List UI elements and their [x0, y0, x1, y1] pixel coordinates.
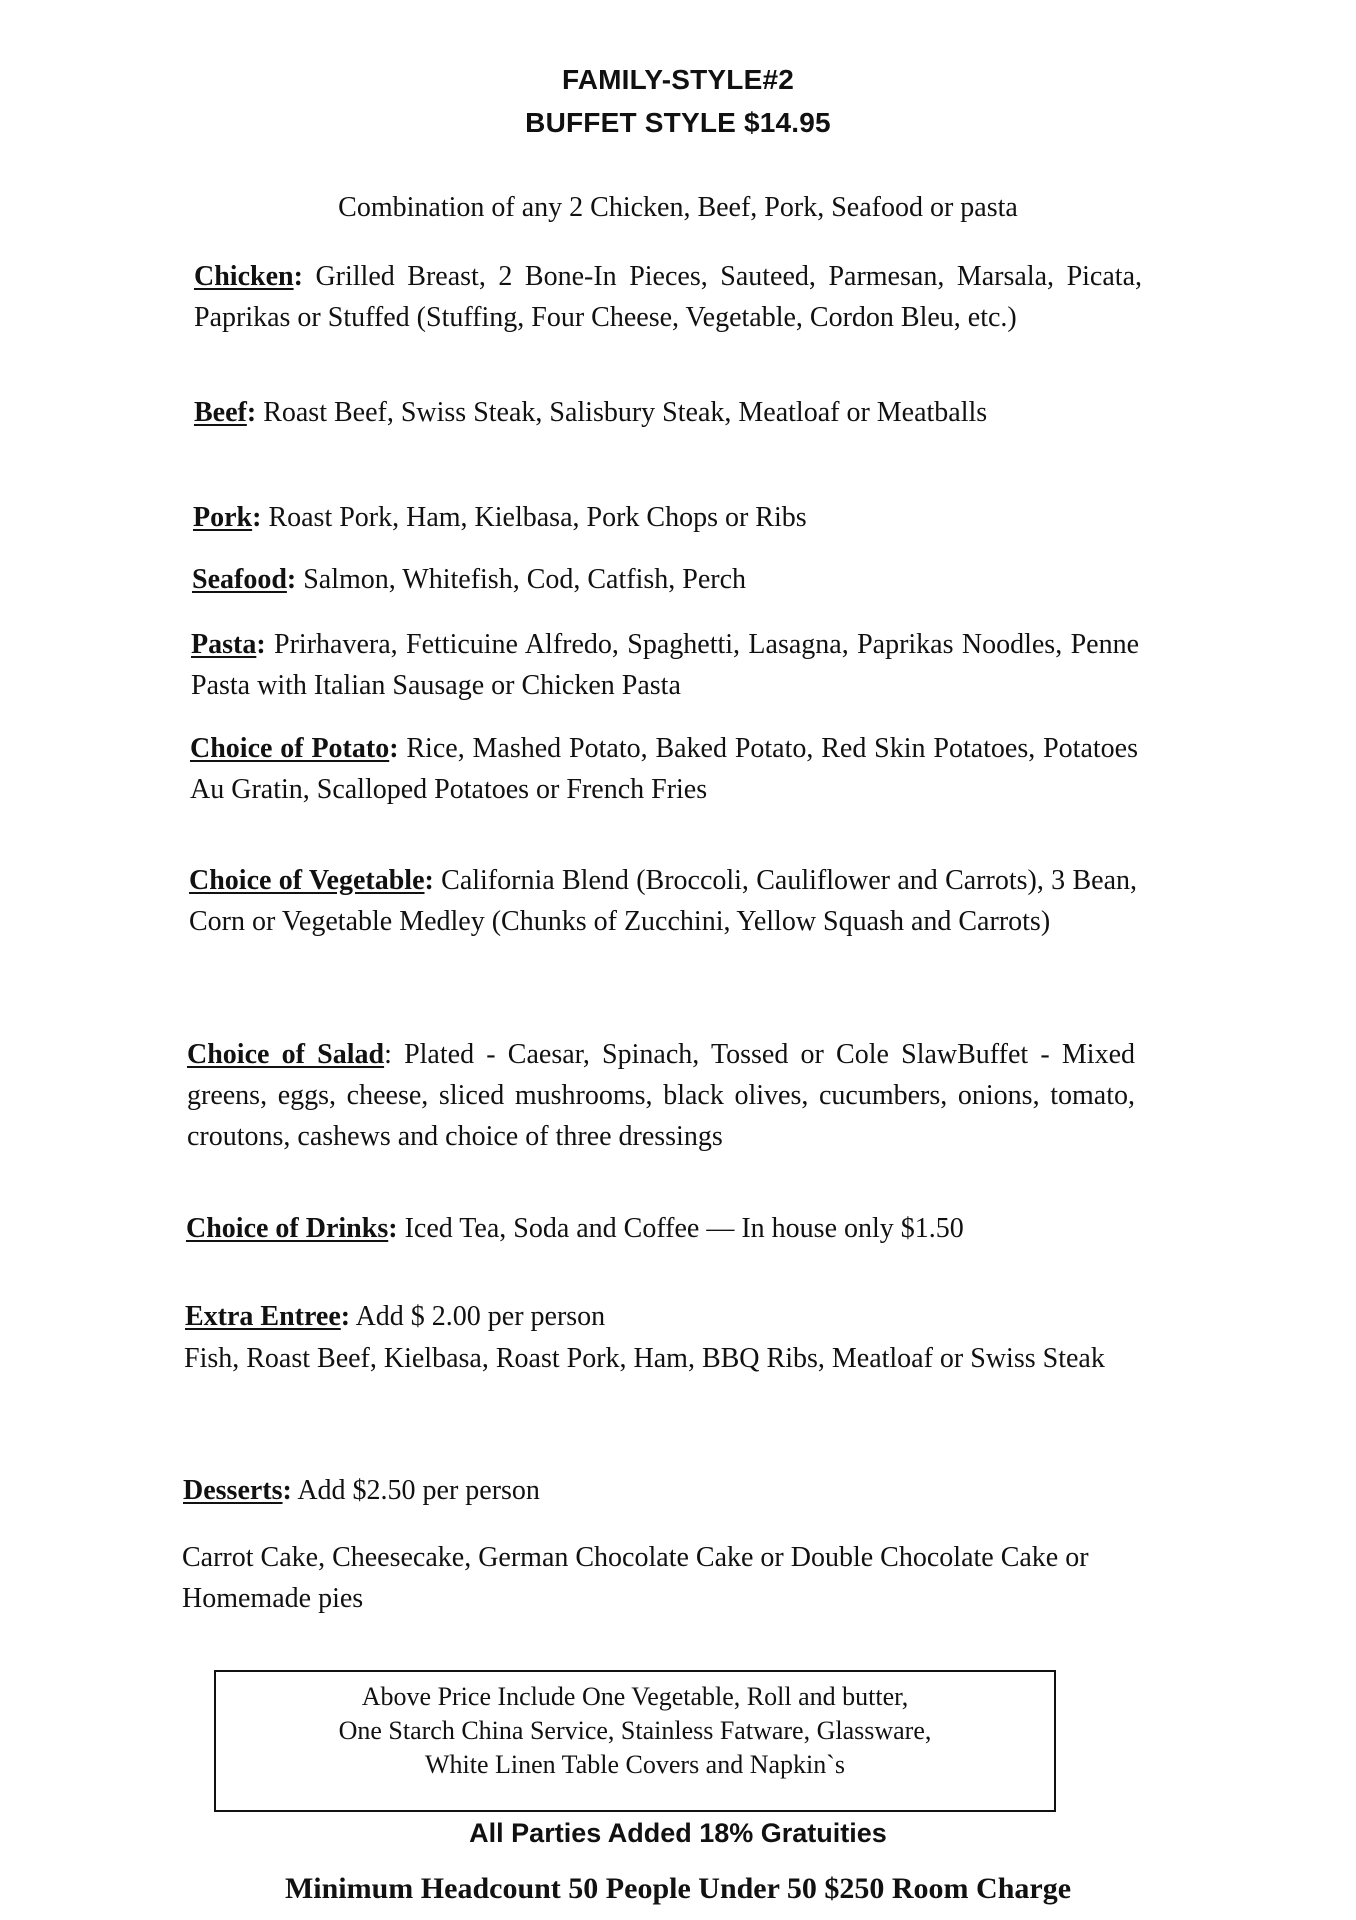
minimum-headcount-note: Minimum Headcount 50 People Under 50 $250 Room Charge — [284, 1872, 1072, 1905]
section-label: Choice of Salad — [187, 1039, 385, 1070]
section-label: Seafood — [192, 564, 287, 595]
section-label: Choice of Drinks — [186, 1213, 389, 1244]
section-potato: Choice of Potato: Rice, Mashed Potato, Baked Potato, Red Skin Potatoes, Potatoes Au Gratin, Scalloped Potatoes or French Fries — [190, 733, 1138, 805]
dessert-items: Carrot Cake, Cheesecake, German Chocolate Cake or Double Chocolate Cake or Homemade pies — [182, 1542, 1089, 1614]
section-pork: Pork: Roast Pork, Ham, Kielbasa, Pork Chops or Ribs — [193, 502, 807, 533]
extra-entree-items: Fish, Roast Beef, Kielbasa, Roast Pork, Ham, BBQ Ribs, Meatloaf or Swiss Steak — [184, 1343, 1105, 1374]
section-text: Salmon, Whitefish, Cod, Catfish, Perch — [296, 564, 747, 595]
section-label: Pasta — [191, 629, 257, 660]
section-label: Beef — [194, 397, 247, 428]
section-label: Extra Entree — [185, 1301, 341, 1332]
section-drinks: Choice of Drinks: Iced Tea, Soda and Coffee — In house only $1.50 — [186, 1213, 964, 1244]
section-text: Add $2.50 per person — [291, 1475, 540, 1506]
section-text: Roast Pork, Ham, Kielbasa, Pork Chops or Ribs — [261, 502, 807, 533]
section-vegetable: Choice of Vegetable: California Blend (Broccoli, Cauliflower and Carrots), 3 Bean, Corn or Vegetable Medley (Chunks of Zucchini, Yellow Squash and Carrots) — [189, 865, 1137, 937]
menu-title: FAMILY-STYLE#2 — [561, 64, 795, 95]
intro-text: Combination of any 2 Chicken, Beef, Pork, Seafood or pasta — [338, 192, 1018, 223]
box-line: Above Price Include One Vegetable, Roll and butter, — [361, 1682, 909, 1711]
section-text: Prirhavera, Fetticuine Alfredo, Spaghetti, Lasagna, Paprikas Noodles, Penne Pasta with Italian Sausage or Chicken Pasta — [191, 629, 1139, 701]
price-includes-box — [214, 1670, 1056, 1812]
section-extra-entree: Extra Entree: Add $ 2.00 per person — [185, 1301, 606, 1332]
section-text: Grilled Breast, 2 Bone-In Pieces, Sauteed, Parmesan, Marsala, Picata, Paprikas or Stuffed (Stuffing, Four Cheese, Vegetable, Cordon Bleu, etc.) — [194, 261, 1142, 333]
section-text: California Blend (Broccoli, Cauliflower and Carrots), 3 Bean, Corn or Vegetable Medley (Chunks of Zucchini, Yellow Squash and Carrots) — [189, 865, 1137, 937]
section-label: Desserts — [183, 1475, 283, 1506]
menu-price-title: BUFFET STYLE $14.95 — [525, 107, 831, 138]
section-salad: Choice of Salad: Plated - Caesar, Spinach, Tossed or Cole SlawBuffet - Mixed greens, eggs, cheese, sliced mushrooms, black olives, cucumbers, onions, tomato, croutons, cashews and choice of three dressings — [187, 1039, 1135, 1152]
section-text: Roast Beef, Swiss Steak, Salisbury Steak, Meatloaf or Meatballs — [256, 397, 988, 428]
section-label: Pork — [193, 502, 253, 533]
section-text: Rice, Mashed Potato, Baked Potato, Red Skin Potatoes, Potatoes Au Gratin, Scalloped Potatoes or French Fries — [190, 733, 1138, 805]
gratuity-note: All Parties Added 18% Gratuities — [469, 1818, 887, 1848]
section-seafood: Seafood: Salmon, Whitefish, Cod, Catfish, Perch — [192, 564, 747, 595]
section-label: Choice of Vegetable — [189, 865, 425, 896]
section-beef: Beef: Roast Beef, Swiss Steak, Salisbury Steak, Meatloaf or Meatballs — [194, 397, 988, 428]
section-text: Iced Tea, Soda and Coffee — In house only $1.50 — [397, 1213, 964, 1244]
box-line: White Linen Table Covers and Napkin`s — [424, 1750, 846, 1779]
section-label: Choice of Potato — [190, 733, 390, 764]
section-label: Chicken — [194, 261, 294, 292]
box-line: One Starch China Service, Stainless Fatware, Glassware, — [338, 1716, 932, 1745]
section-desserts: Desserts: Add $2.50 per person — [183, 1475, 540, 1506]
section-chicken: Chicken: Grilled Breast, 2 Bone-In Pieces, Sauteed, Parmesan, Marsala, Picata, Paprikas or Stuffed (Stuffing, Four Cheese, Vegetable, Cordon Bleu, etc.) — [194, 261, 1142, 333]
section-pasta: Pasta: Prirhavera, Fetticuine Alfredo, Spaghetti, Lasagna, Paprikas Noodles, Penne Pasta with Italian Sausage or Chicken Pasta — [191, 629, 1139, 701]
section-text: Plated - Caesar, Spinach, Tossed or Cole SlawBuffet - Mixed greens, eggs, cheese, sliced mushrooms, black olives, cucumbers, onions, tomato, croutons, cashews and choice of three dressings — [187, 1039, 1135, 1152]
section-text: Add $ 2.00 per person — [350, 1301, 606, 1332]
